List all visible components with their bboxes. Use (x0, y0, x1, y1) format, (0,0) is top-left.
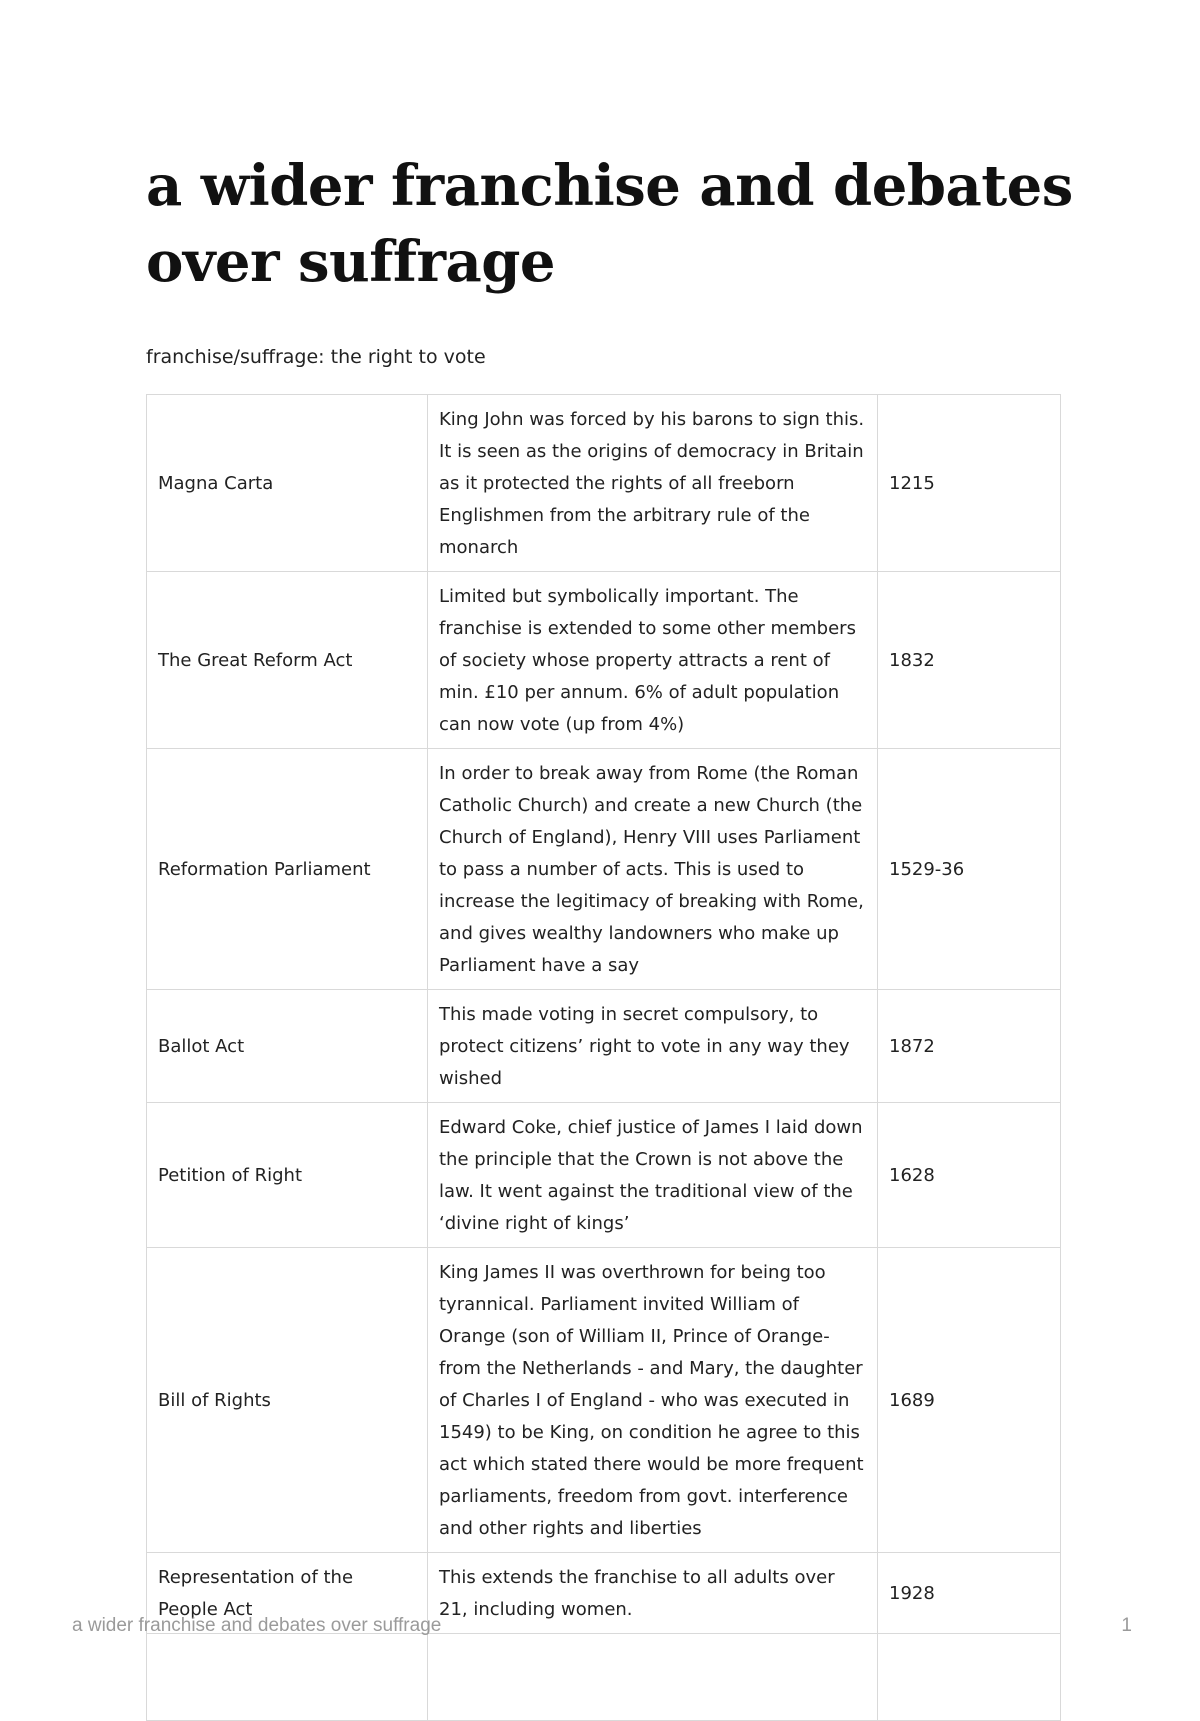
event-date-cell: 1872 (878, 990, 1061, 1103)
event-name-cell: The Great Reform Act (147, 572, 428, 749)
footer-page-number: 1 (1121, 1615, 1132, 1636)
empty-cell (878, 1634, 1061, 1721)
event-name-cell: Bill of Rights (147, 1248, 428, 1553)
table-row (147, 990, 1061, 1103)
table-row (147, 749, 1061, 990)
event-name-cell: Representation of the People Act (147, 1553, 428, 1634)
event-name-cell: Petition of Right (147, 1103, 428, 1248)
event-date-cell: 1832 (878, 572, 1061, 749)
event-date-cell: 1215 (878, 395, 1061, 572)
event-date-cell: 1928 (878, 1553, 1061, 1634)
event-name-cell: Reformation Parliament (147, 749, 428, 990)
event-description-cell: King James II was overthrown for being too tyrannical. Parliament invited William of Orange (son of William II, Prince of Orange- from the Netherlands - and Mary, the daughter of Charles I of England - who was executed in 1549) to be King, on condition he agree to this act which stated there would be more frequent parliaments, freedom from govt. interference and other rights and liberties (428, 1248, 878, 1553)
table-row (147, 395, 1061, 572)
empty-cell (147, 1634, 428, 1721)
event-description-cell: Edward Coke, chief justice of James I laid down the principle that the Crown is not above the law. It went against the traditional view of the ‘divine right of kings’ (428, 1103, 878, 1248)
event-name-cell: Magna Carta (147, 395, 428, 572)
event-description-cell: This extends the franchise to all adults over 21, including women. (428, 1553, 878, 1634)
events-table-container (146, 394, 1060, 1620)
event-date-cell: 1689 (878, 1248, 1061, 1553)
table-row-empty (147, 1634, 1061, 1721)
empty-cell (428, 1634, 878, 1721)
event-name-cell: Ballot Act (147, 990, 428, 1103)
footer-title: a wider franchise and debates over suffrage (72, 1615, 442, 1636)
event-description-cell: King John was forced by his barons to sign this. It is seen as the origins of democracy in Britain as it protected the rights of all freeborn Englishmen from the arbitrary rule of the monarch (428, 395, 878, 572)
page-title: a wider franchise and debates over suffrage (146, 153, 1073, 295)
table-row (147, 1103, 1061, 1248)
event-description-cell: In order to break away from Rome (the Roman Catholic Church) and create a new Church (the Church of England), Henry VIII uses Parliament to pass a number of acts. This is used to increase the legitimacy of breaking with Rome, and gives wealthy landowners who make up Parliament have a say (428, 749, 878, 990)
definition-text: franchise/suffrage: the right to vote (146, 346, 486, 368)
table-row (147, 1248, 1061, 1553)
event-date-cell: 1628 (878, 1103, 1061, 1248)
event-description-cell: This made voting in secret compulsory, to protect citizens’ right to vote in any way they wished (428, 990, 878, 1103)
events-table (146, 394, 1061, 1721)
event-date-cell: 1529-36 (878, 749, 1061, 990)
event-description-cell: Limited but symbolically important. The franchise is extended to some other members of society whose property attracts a rent of min. £10 per annum. 6% of adult population can now vote (up from 4%) (428, 572, 878, 749)
table-row (147, 572, 1061, 749)
